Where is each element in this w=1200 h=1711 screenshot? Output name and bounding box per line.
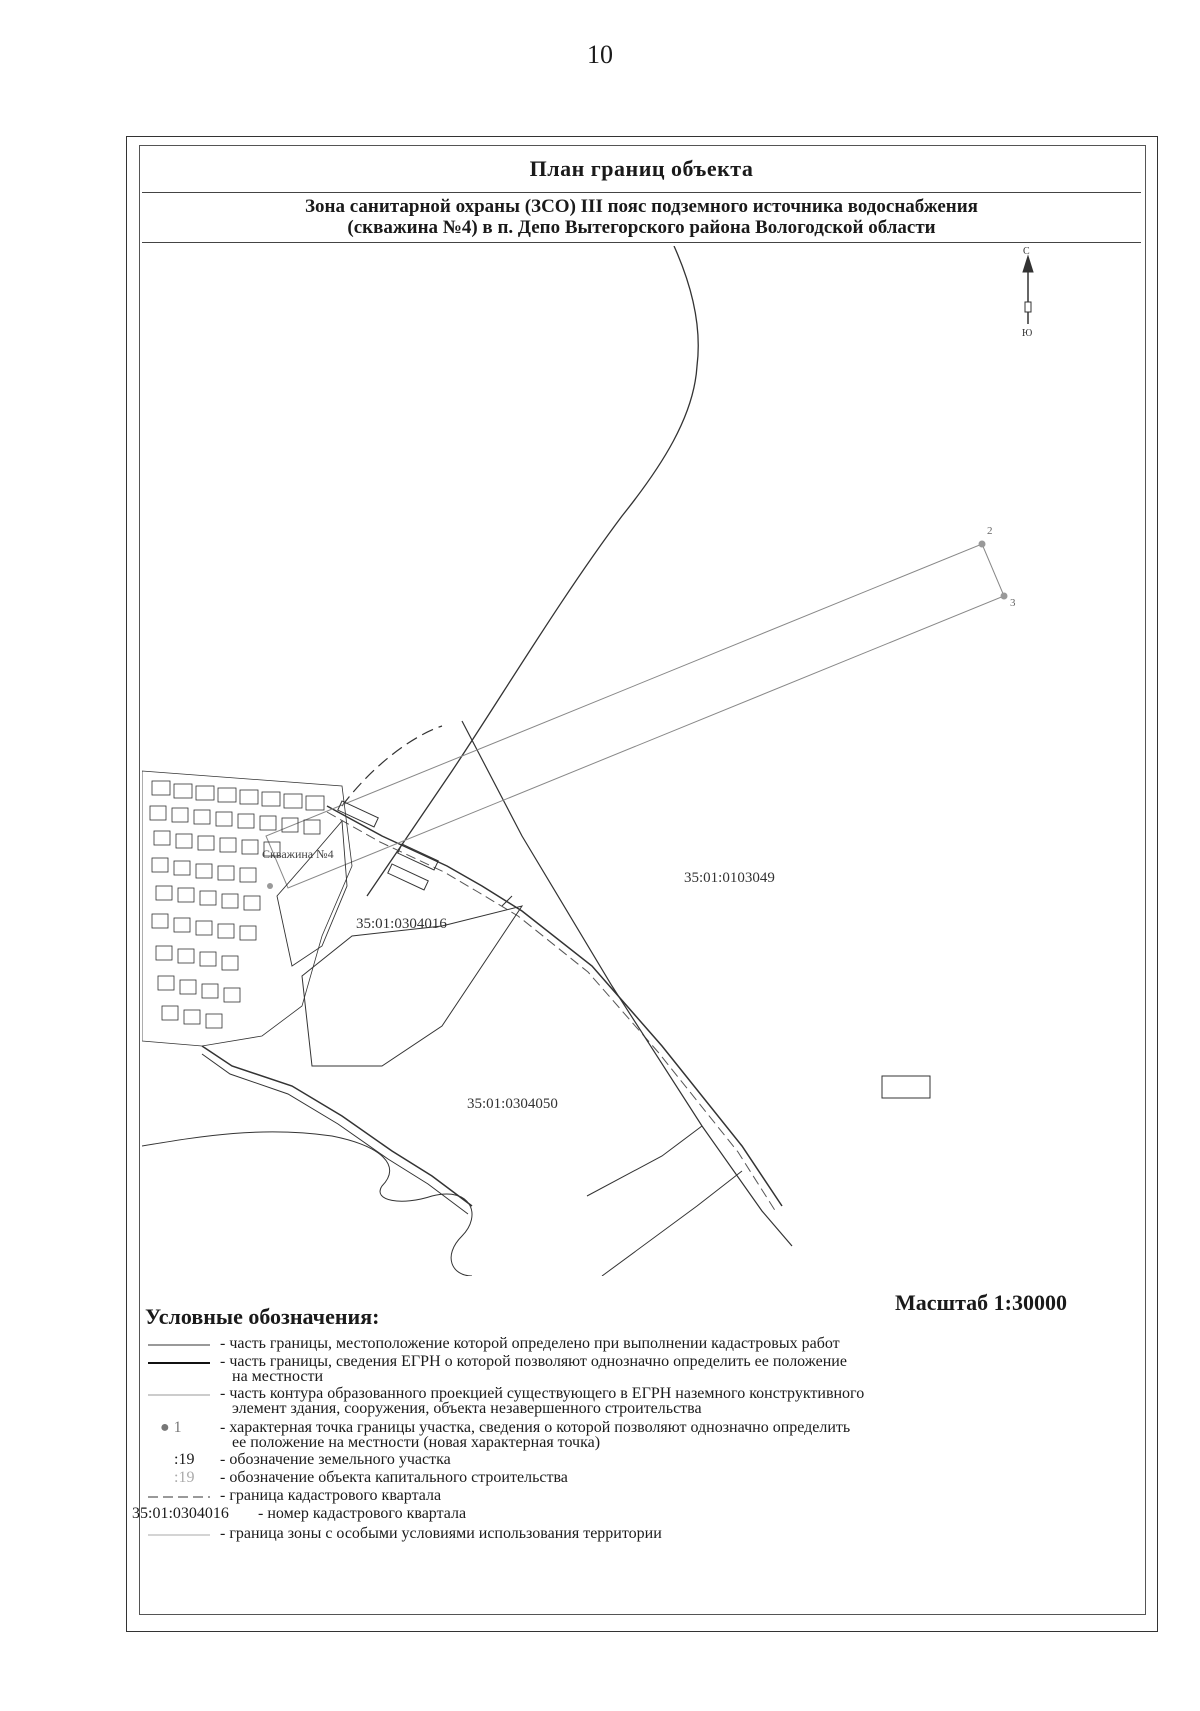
legend-text: - номер кадастрового квартала <box>258 1505 467 1522</box>
legend-line-symbol <box>148 1495 210 1499</box>
point-3-marker <box>1001 593 1008 600</box>
legend-text: - граница кадастрового квартала <box>220 1487 442 1504</box>
legend-line-symbol <box>148 1343 210 1347</box>
title-divider <box>142 192 1141 193</box>
legend-symbol-text: 1 <box>173 1419 182 1436</box>
legend-text-line: на местности <box>232 1368 323 1385</box>
title-block <box>142 148 1141 244</box>
boundary-line-south <box>502 896 702 1196</box>
road-line <box>202 1046 472 1206</box>
legend-text: - часть границы, местоположение которой определено при выполнении кадастровых работ <box>220 1335 840 1352</box>
north-arrow-icon <box>1022 246 1033 339</box>
legend-line-symbol <box>148 1393 210 1397</box>
boundary-line-north <box>367 246 698 896</box>
title-divider <box>142 242 1141 243</box>
north-label: С <box>1023 246 1030 257</box>
road-line-parallel <box>202 1054 468 1214</box>
well-plot-boundary <box>277 821 347 966</box>
legend-text <box>220 1354 1100 1384</box>
boundary-line-southeast <box>462 721 792 1246</box>
quarter-label-3: 35:01:0304050 <box>467 1096 558 1112</box>
legend-text-line: - часть контура образованного проекцией существующего в ЕГРН наземного конструктивного <box>220 1385 865 1402</box>
point-2-label: 2 <box>987 525 993 537</box>
legend-point-symbol: ● 1 <box>160 1419 182 1436</box>
cadastral-quarter-boundary <box>342 726 442 806</box>
legend-symbol-text: :19 <box>174 1469 195 1486</box>
legend-text-line: элемент здания, сооружения, объекта незавершенного строительства <box>232 1400 702 1417</box>
village-buildings <box>142 771 352 1046</box>
quarter-label-2: 35:01:0304016 <box>356 916 447 932</box>
map-svg <box>142 246 1141 1276</box>
legend-title: Условные обозначения: <box>145 1304 380 1329</box>
subtitle-line-2: (скважина №4) в п. Депо Вытегорского района Вологодской области <box>347 217 936 238</box>
plan-subtitle <box>142 196 1141 238</box>
legend-text: - граница зоны с особыми условиями использования территории <box>220 1525 662 1542</box>
legend-line-symbol <box>148 1361 210 1365</box>
sanitary-zone-boundary <box>266 544 1004 888</box>
boundary-line-south-2 <box>602 1171 742 1276</box>
point-2-marker <box>979 541 986 548</box>
south-label: Ю <box>1022 328 1033 339</box>
legend-text-line: ее положение на местности (новая характерная точка) <box>232 1434 601 1451</box>
page-number: 10 <box>587 40 613 69</box>
building-outline <box>882 1076 930 1098</box>
legend-symbol-text: 35:01:0304016 <box>132 1505 229 1522</box>
well-label: Скважина №4 <box>262 847 334 861</box>
legend-text-line: - характерная точка границы участка, сведения о которой позволяют однозначно определить <box>220 1419 851 1436</box>
well-marker <box>267 883 273 889</box>
map-area <box>142 246 1141 1276</box>
point-3-label: 3 <box>1010 597 1016 609</box>
legend-text: - обозначение земельного участка <box>220 1451 451 1468</box>
legend-symbol-text: :19 <box>174 1451 195 1468</box>
legend-line-symbol <box>148 1533 210 1537</box>
scale-label: Масштаб 1:30000 <box>895 1290 1068 1315</box>
stream-line <box>142 1132 472 1276</box>
subtitle-line-1: Зона санитарной охраны (ЗСО) III пояс подземного источника водоснабжения <box>305 196 978 217</box>
legend-text <box>220 1386 1100 1416</box>
legend-text: - обозначение объекта капитального строительства <box>220 1469 568 1486</box>
quarter-label-1: 35:01:0103049 <box>684 870 775 886</box>
legend-text <box>220 1420 1100 1450</box>
legend-text-line: - часть границы, сведения ЕГРН о которой позволяют однозначно определить ее положение <box>220 1353 847 1370</box>
plan-title: План границ объекта <box>529 156 754 181</box>
